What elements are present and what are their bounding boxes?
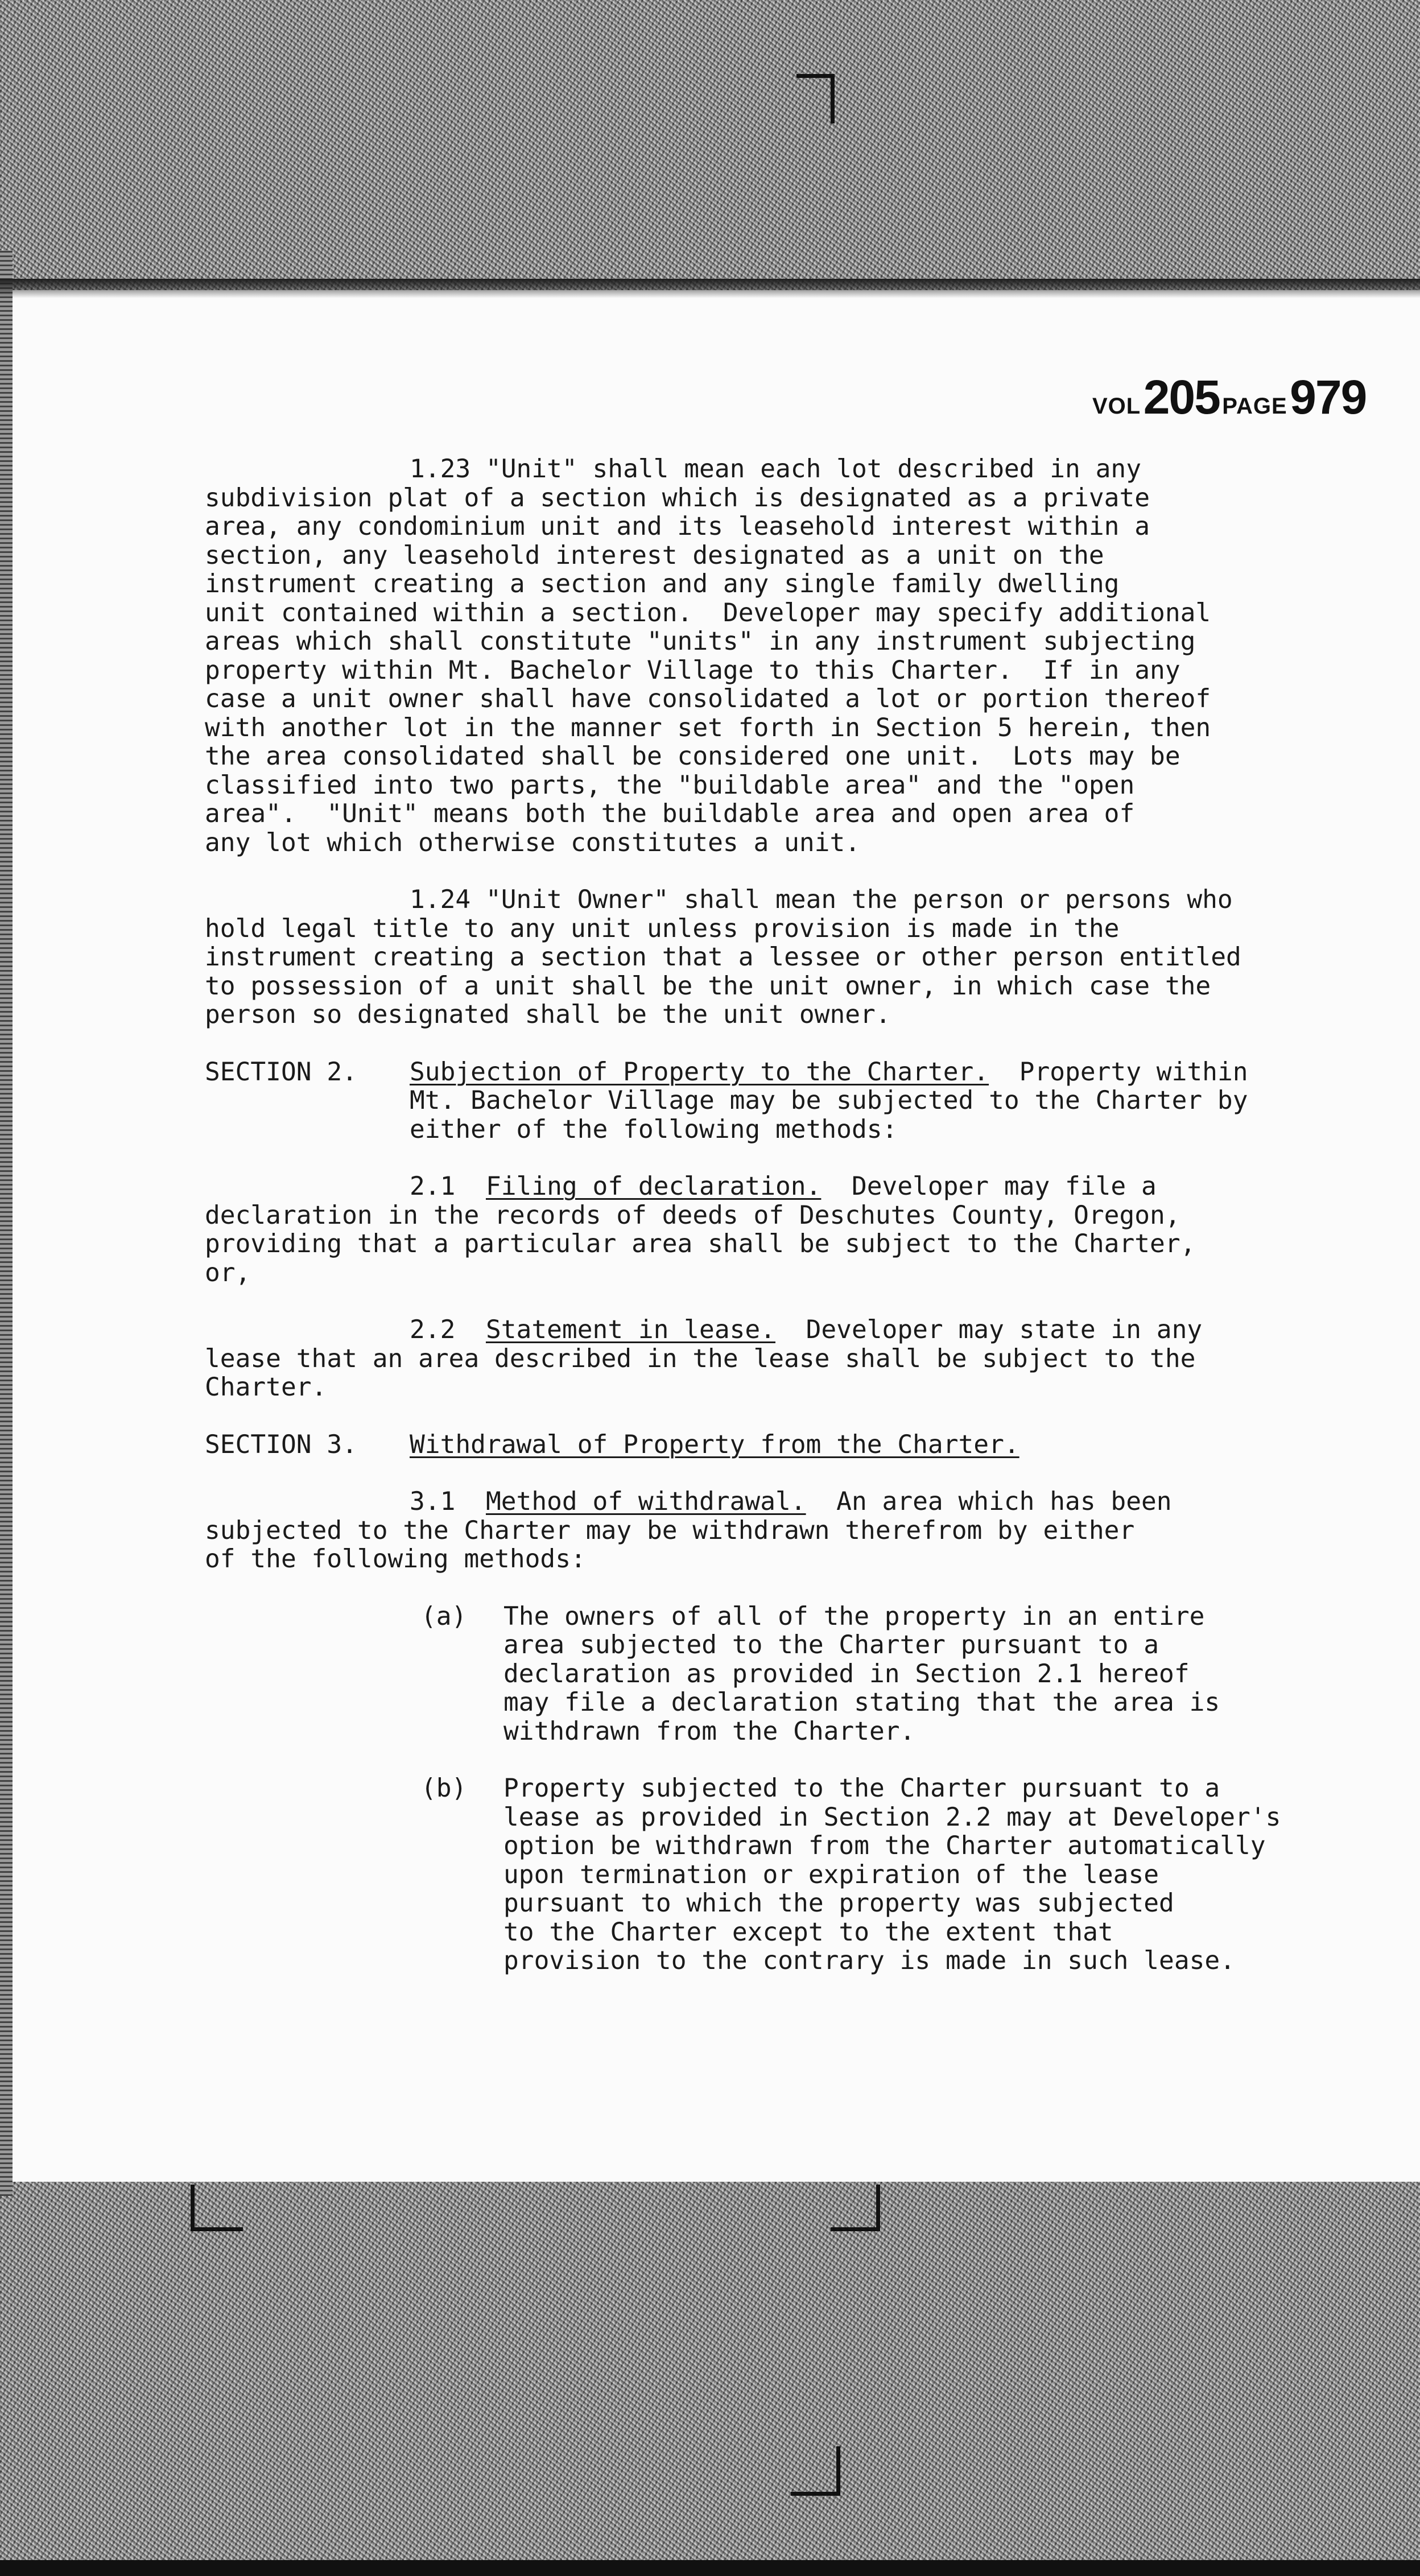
list-item-a	[421, 1603, 1388, 1747]
para-3-1-first-line	[205, 1488, 1388, 1517]
para-1-23-body: subdivision plat of a section which is designated as a private area, any condominium unit and its leasehold interest within a section, any leasehold interest designated as a unit on the instrument creating a section and any single family dwelling unit contained within a section. Developer may specify additional areas which shall constitute "units" in any instrument subjecting property within Mt. Bachelor Village to this Charter. If in any case a unit owner shall have consolidated a lot or portion thereof with another lot in the manner set forth in Section 5 herein, then the area consolidated shall be considered one unit. Lots may be classified into two parts, the "buildable area" and the "open area". "Unit" means both the buildable area and open area of any lot which otherwise constitutes a unit.	[205, 483, 1211, 857]
section-2-heading	[205, 1058, 1388, 1145]
para-3-1-body: subjected to the Charter may be withdrawn therefrom by either of the following methods:	[205, 1516, 1135, 1574]
document-body	[205, 455, 1388, 1976]
section-3-heading	[205, 1431, 1388, 1460]
scan-border-top	[0, 0, 1420, 290]
list-item-b-label: (b)	[421, 1774, 467, 1803]
para-2-1-body: declaration in the records of deeds of Deschutes County, Oregon, providing that a particular area shall be subject to the Charter, or,	[205, 1200, 1196, 1287]
para-1-24-body: hold legal title to any unit unless provision is made in the instrument creating a section that a lessee or other person entitled to possession of a unit shall be the unit owner, in which case the person so designated shall be the unit owner.	[205, 914, 1241, 1029]
crop-mark-bottom-left	[191, 2185, 243, 2231]
crop-mark-bottom-right	[831, 2185, 880, 2231]
section-2-label: SECTION 2.	[205, 1057, 357, 1087]
section-3-label: SECTION 3.	[205, 1430, 357, 1459]
para-2-2-first-line	[205, 1316, 1388, 1345]
para-3-1-number: 3.1	[410, 1487, 456, 1516]
crop-mark-top-right	[796, 74, 835, 123]
section-2-line2: Mt. Bachelor Village may be subjected to the Charter by	[410, 1086, 1248, 1115]
para-3-1-title: Method of withdrawal.	[485, 1487, 806, 1516]
para-2-1-first-rest: Developer may file a	[821, 1172, 1157, 1201]
list-item-b-text: Property subjected to the Charter pursuant to a lease as provided in Section 2.2 may at Developer's option be withdrawn from the Charter automatically upon termination or expiration of the lease pursuant to which the property was subjected to the Charter except to the extent that provision to the contrary is made in such lease.	[503, 1774, 1281, 1975]
page-number: 979	[1290, 370, 1367, 424]
para-2-2-title: Statement in lease.	[485, 1315, 776, 1344]
para-2-1-number: 2.1	[410, 1172, 456, 1201]
para-1-23-first-line: 1.23 "Unit" shall mean each lot described in any	[410, 455, 1141, 484]
para-3-1-first-rest: An area which has been	[806, 1487, 1172, 1516]
para-2-2-body: lease that an area described in the lease shall be subject to the Charter.	[205, 1344, 1196, 1402]
volume-page-stamp	[1092, 370, 1366, 425]
section-3-title: Withdrawal of Property from the Charter.	[410, 1430, 1019, 1459]
page-top-shadow	[0, 279, 1420, 298]
section-2-line1-rest: Property within	[989, 1057, 1248, 1087]
page-label: PAGE	[1222, 394, 1287, 419]
section-2-line3: either of the following methods:	[410, 1114, 898, 1144]
list-item-a-text: The owners of all of the property in an entire area subjected to the Charter pursuant to a declaration as provided in Section 2.1 hereof may file a declaration stating that the area is withdrawn from the Charter.	[503, 1601, 1220, 1746]
scan-border-bottom	[0, 2182, 1420, 2576]
vol-number: 205	[1143, 370, 1220, 424]
para-1-24-first-line: 1.24 "Unit Owner" shall mean the person or persons who	[410, 885, 1233, 914]
para-2-2-first-rest: Developer may state in any	[775, 1315, 1203, 1344]
para-2-1-first-line	[205, 1173, 1388, 1202]
list-item-a-label: (a)	[421, 1601, 467, 1631]
vol-label: VOL	[1092, 394, 1141, 419]
list-item-b	[421, 1774, 1388, 1976]
section-2-title: Subjection of Property to the Charter.	[410, 1057, 989, 1087]
crop-mark-lower	[791, 2446, 840, 2496]
para-2-2-number: 2.2	[410, 1315, 456, 1344]
para-2-1-title: Filing of declaration.	[485, 1172, 822, 1201]
scan-edge-left	[0, 250, 13, 2196]
